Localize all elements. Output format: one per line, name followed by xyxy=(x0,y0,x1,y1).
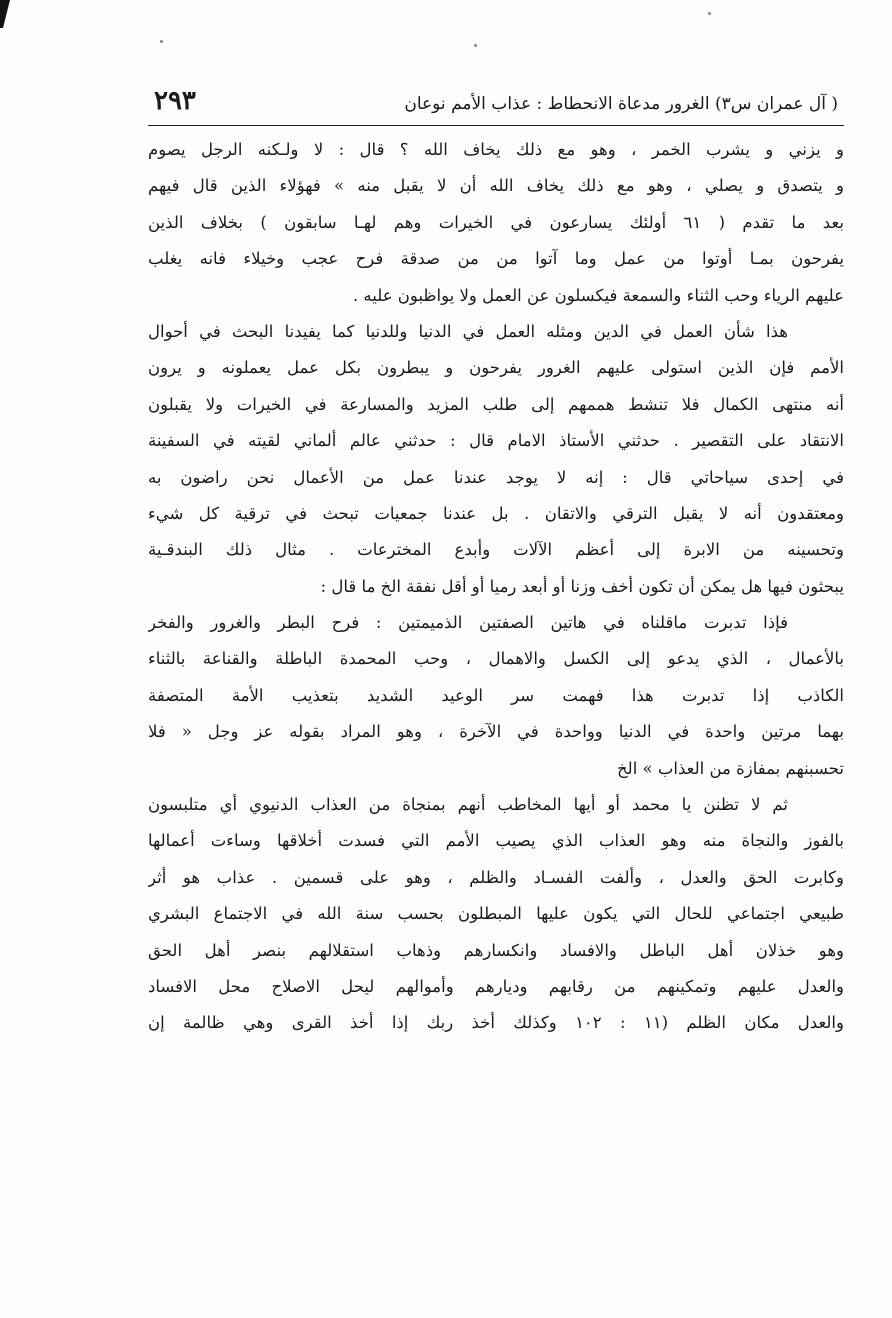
text-line: الكاذب إذا تدبرت هذا فهمت سر الوعيد الشديد بتعذيب الأمة المتصفة xyxy=(148,685,844,705)
text-line: عليهم الرياء وحب الثناء والسمعة فيكسلون عن العمل ولا يواظبون عليه . xyxy=(352,285,844,305)
scan-speck xyxy=(474,44,477,47)
text-line: والعدل عليهم وتمكينهم من رقابهم وديارهم وأموالهم ليحل الاصلاح محل الافساد xyxy=(148,976,844,996)
text-line: الأمم فإن الذين استولى عليهم الغرور يفرحون و يبطرون بكل عمل يعملونه و يرون xyxy=(148,358,844,378)
scan-corner-mark xyxy=(0,0,10,28)
text-line: والعدل مكان الظلم (١١ : ١٠٢ وكذلك أخذ ربك إذا أخذ القرى وهي ظالمة إن xyxy=(148,1013,844,1033)
text-line: طبيعي اجتماعي للحال التي يكون عليها المبطلون بحسب سنة الله في الاجتماع البشري xyxy=(148,904,844,924)
text-line: بهما مرتين واحدة في الدنيا وواحدة في الآخرة ، وهو المراد بقوله عز وجل « فلا xyxy=(148,722,844,742)
text-line: تحسبنهم بمفازة من العذاب » الخ xyxy=(617,758,844,778)
text-line: ثم لا تظنن يا محمد أو أيها المخاطب أنهم بمنجاة من العذاب الدنيوي أي متلبسون xyxy=(148,795,788,815)
text-line: هذا شأن العمل في الدين ومثله العمل في الدنيا وللدنيا كما يفيدنا البحث في أحوال xyxy=(148,321,788,341)
text-line: بعد ما تقدم ( ٦١ أولئك يسارعون في الخيرات وهم لهـا سابقون ) بخلاف الذين xyxy=(148,212,844,232)
text-line: يفرحون بمـا أوتوا من عمل وما آتوا من من صدقة فرح عجب وخيلاء فانه يغلب xyxy=(148,249,844,269)
text-line: الانتقاد على التقصير . حدثني الأستاذ الامام قال : حدثني عالم ألماني لقيته في السفينة xyxy=(148,431,844,451)
text-line: و يزني و يشرب الخمر ، وهو مع ذلك يخاف الله ؟ قال : لا ولـكنه الرجل يصوم xyxy=(148,140,844,159)
text-line: أنه منتهى الكمال فلا تنشط هممهم إلى طلب المزيد والمسارعة في الخيرات ولا يقبلون xyxy=(148,394,844,414)
scan-speck xyxy=(160,40,163,43)
body-text xyxy=(148,132,844,1042)
running-header xyxy=(148,86,844,126)
text-line: يبحثون فيها هل يمكن أن تكون أخف وزنا أو أبعد رميا أو أقل نفقة الخ ما قال : xyxy=(320,576,844,596)
text-line: بالأعمال ، الذي يدعو إلى الكسل والاهمال ، وحب المحمدة الباطلة والقناعة بالثناء xyxy=(148,649,844,669)
text-line: بالفوز والنجاة منه وهو العذاب الذي يصيب الأمم التي فسدت أخلاقها وساءت أعمالها xyxy=(148,831,844,851)
text-line: فإذا تدبرت ماقلناه في هاتين الصفتين الذميمتين : فرح البطر والغرور والفخر xyxy=(148,613,788,633)
document-page xyxy=(148,86,844,1042)
scan-speck xyxy=(708,12,711,15)
text-line: وهو خذلان أهل الباطل والافساد وانكسارهم وذهاب استقلالهم بنصر أهل الحق xyxy=(148,940,844,960)
text-line: في إحدى سياحاتي قال : إنه لا يوجد عندنا عمل من الأعمال نحن راضون به xyxy=(148,467,844,487)
text-line: وكابرت الحق والعدل ، وألفت الفسـاد والظلم ، وهو على قسمين . عذاب هو أثر xyxy=(148,867,844,887)
text-line: وتحسينه من الابرة إلى أعظم الآلات وأبدع المخترعات . مثال ذلك البندقـية xyxy=(148,540,844,560)
header-title: ( آل عمران س٣) الغرور مدعاة الانحطاط : عذاب الأمم نوعان xyxy=(404,94,838,114)
page-number: ٢٩٣ xyxy=(154,86,196,116)
text-line: ومعتقدون أنه لا يقبل الترقي والاتقان . بل عندنا جمعيات تبحث في ترقية كل شيء xyxy=(148,503,844,523)
text-line: و يتصدق و يصلي ، وهو مع ذلك يخاف الله أن لا يقبل منه » فهؤلاء الذين قال فيهم xyxy=(148,176,844,196)
